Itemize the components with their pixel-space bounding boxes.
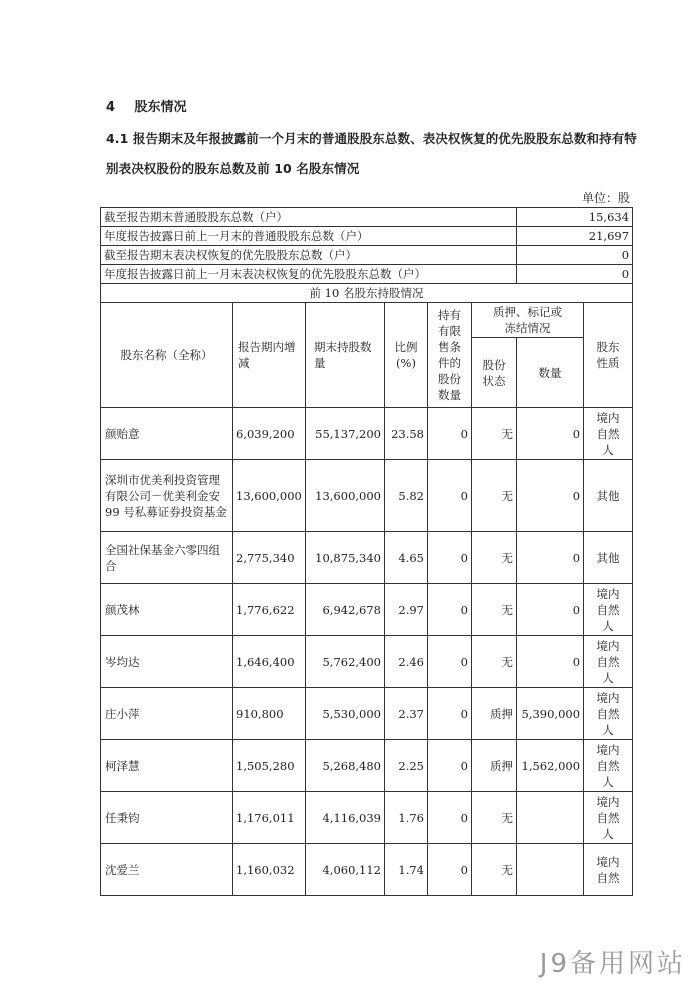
- cell-change: 1,776,622: [233, 584, 306, 636]
- cell-restricted: 0: [428, 584, 472, 636]
- cell-name: 颜贻意: [101, 408, 233, 460]
- header-change: 报告期内增减: [233, 303, 306, 408]
- cell-qty: 0: [517, 408, 584, 460]
- watermark: J9备用网站: [539, 949, 686, 979]
- cell-restricted: 0: [428, 636, 472, 688]
- cell-change: 13,600,000: [233, 460, 306, 532]
- cell-status: 无: [472, 844, 517, 896]
- cell-held: 5,268,480: [306, 740, 385, 792]
- cell-ratio: 2.46: [385, 636, 428, 688]
- cell-status: 无: [472, 408, 517, 460]
- header-ratio: 比例(%): [385, 303, 428, 408]
- cell-qty: 0: [517, 584, 584, 636]
- cell-restricted: 0: [428, 688, 472, 740]
- cell-restricted: 0: [428, 408, 472, 460]
- cell-change: 1,646,400: [233, 636, 306, 688]
- cell-ratio: 4.65: [385, 532, 428, 584]
- cell-name: 岑均达: [101, 636, 233, 688]
- cell-restricted: 0: [428, 740, 472, 792]
- cell-name: 庄小萍: [101, 688, 233, 740]
- cell-held: 4,116,039: [306, 792, 385, 844]
- cell-nature: 境内自然人: [584, 688, 633, 740]
- summary-label: 截至报告期末表决权恢复的优先股股东总数（户）: [101, 246, 517, 265]
- top10-title: 前 10 名股东持股情况: [101, 284, 633, 303]
- header-qty: 数量: [517, 338, 584, 408]
- cell-status: 无: [472, 584, 517, 636]
- cell-name: 任秉钧: [101, 792, 233, 844]
- cell-qty: 0: [517, 460, 584, 532]
- table-row: [101, 460, 633, 532]
- cell-restricted: 0: [428, 460, 472, 532]
- header-row: [101, 303, 633, 338]
- cell-name: 深圳市优美利投资管理有限公司－优美利金安 99 号私募证券投资基金: [101, 460, 233, 532]
- cell-restricted: 0: [428, 532, 472, 584]
- header-nature: 股东性质: [584, 303, 633, 408]
- cell-held: 13,600,000: [306, 460, 385, 532]
- shareholder-table: [100, 207, 633, 896]
- summary-label: 截至报告期末普通股股东总数（户）: [101, 208, 517, 227]
- header-status: 股份状态: [472, 338, 517, 408]
- cell-held: 5,530,000: [306, 688, 385, 740]
- summary-row: [101, 265, 633, 284]
- summary-label: 年度报告披露日前上一月末的普通股股东总数（户）: [101, 227, 517, 246]
- cell-qty: [517, 792, 584, 844]
- cell-qty: 5,390,000: [517, 688, 584, 740]
- cell-nature: 境内自然人: [584, 740, 633, 792]
- cell-status: 无: [472, 792, 517, 844]
- summary-value: 21,697: [517, 227, 633, 246]
- cell-change: 1,505,280: [233, 740, 306, 792]
- summary-value: 0: [517, 265, 633, 284]
- summary-row: [101, 246, 633, 265]
- cell-nature: 境内自然人: [584, 408, 633, 460]
- cell-change: 1,176,011: [233, 792, 306, 844]
- cell-held: 6,942,678: [306, 584, 385, 636]
- cell-ratio: 5.82: [385, 460, 428, 532]
- cell-qty: 0: [517, 636, 584, 688]
- cell-held: 5,762,400: [306, 636, 385, 688]
- cell-ratio: 2.97: [385, 584, 428, 636]
- cell-ratio: 2.37: [385, 688, 428, 740]
- cell-change: 910,800: [233, 688, 306, 740]
- cell-nature: 其他: [584, 460, 633, 532]
- summary-label: 年度报告披露日前上一月末表决权恢复的优先股股东总数（户）: [101, 265, 517, 284]
- cell-qty: 1,562,000: [517, 740, 584, 792]
- summary-value: 0: [517, 246, 633, 265]
- cell-qty: [517, 844, 584, 896]
- cell-status: 质押: [472, 688, 517, 740]
- cell-restricted: 0: [428, 844, 472, 896]
- header-pledge-group: 质押、标记或冻结情况: [472, 303, 584, 338]
- cell-name: 沈爱兰: [101, 844, 233, 896]
- cell-qty: 0: [517, 532, 584, 584]
- unit-label: 单位：股: [581, 191, 630, 205]
- cell-status: 无: [472, 636, 517, 688]
- cell-change: 2,775,340: [233, 532, 306, 584]
- table-row: [101, 584, 633, 636]
- cell-name: 柯泽慧: [101, 740, 233, 792]
- table-row: [101, 740, 633, 792]
- cell-status: 无: [472, 460, 517, 532]
- cell-change: 1,160,032: [233, 844, 306, 896]
- subsection-heading: 4.1 报告期末及年报披露前一个月末的普通股股东总数、表决权恢复的优先股股东总数和持有特别表决权股份的股东总数及前 10 名股东情况: [106, 131, 637, 176]
- header-name: 股东名称（全称）: [101, 303, 233, 408]
- cell-restricted: 0: [428, 792, 472, 844]
- cell-change: 6,039,200: [233, 408, 306, 460]
- section-title: 股东情况: [134, 100, 187, 115]
- cell-ratio: 1.76: [385, 792, 428, 844]
- cell-status: 质押: [472, 740, 517, 792]
- table-row: [101, 408, 633, 460]
- table-row: [101, 792, 633, 844]
- cell-status: 无: [472, 532, 517, 584]
- cell-ratio: 23.58: [385, 408, 428, 460]
- summary-value: 15,634: [517, 208, 633, 227]
- cell-nature: 其他: [584, 532, 633, 584]
- cell-ratio: 2.25: [385, 740, 428, 792]
- top10-title-row: [101, 284, 633, 303]
- cell-nature: 境内自然人: [584, 584, 633, 636]
- cell-held: 10,875,340: [306, 532, 385, 584]
- cell-nature: 境内自然: [584, 844, 633, 896]
- cell-nature: 境内自然人: [584, 636, 633, 688]
- header-held: 期末持股数量: [306, 303, 385, 408]
- table-row: [101, 532, 633, 584]
- cell-ratio: 1.74: [385, 844, 428, 896]
- cell-nature: 境内自然人: [584, 792, 633, 844]
- cell-name: 颜茂林: [101, 584, 233, 636]
- table-row: [101, 688, 633, 740]
- cell-held: 4,060,112: [306, 844, 385, 896]
- table-row: [101, 844, 633, 896]
- section-number: 4: [106, 100, 116, 115]
- shareholder-rows: [101, 408, 633, 896]
- summary-row: [101, 208, 633, 227]
- section-heading: [106, 96, 187, 115]
- table-row: [101, 636, 633, 688]
- cell-held: 55,137,200: [306, 408, 385, 460]
- cell-name: 全国社保基金六零四组合: [101, 532, 233, 584]
- summary-row: [101, 227, 633, 246]
- header-restricted: 持有有限售条件的股份数量: [428, 303, 472, 408]
